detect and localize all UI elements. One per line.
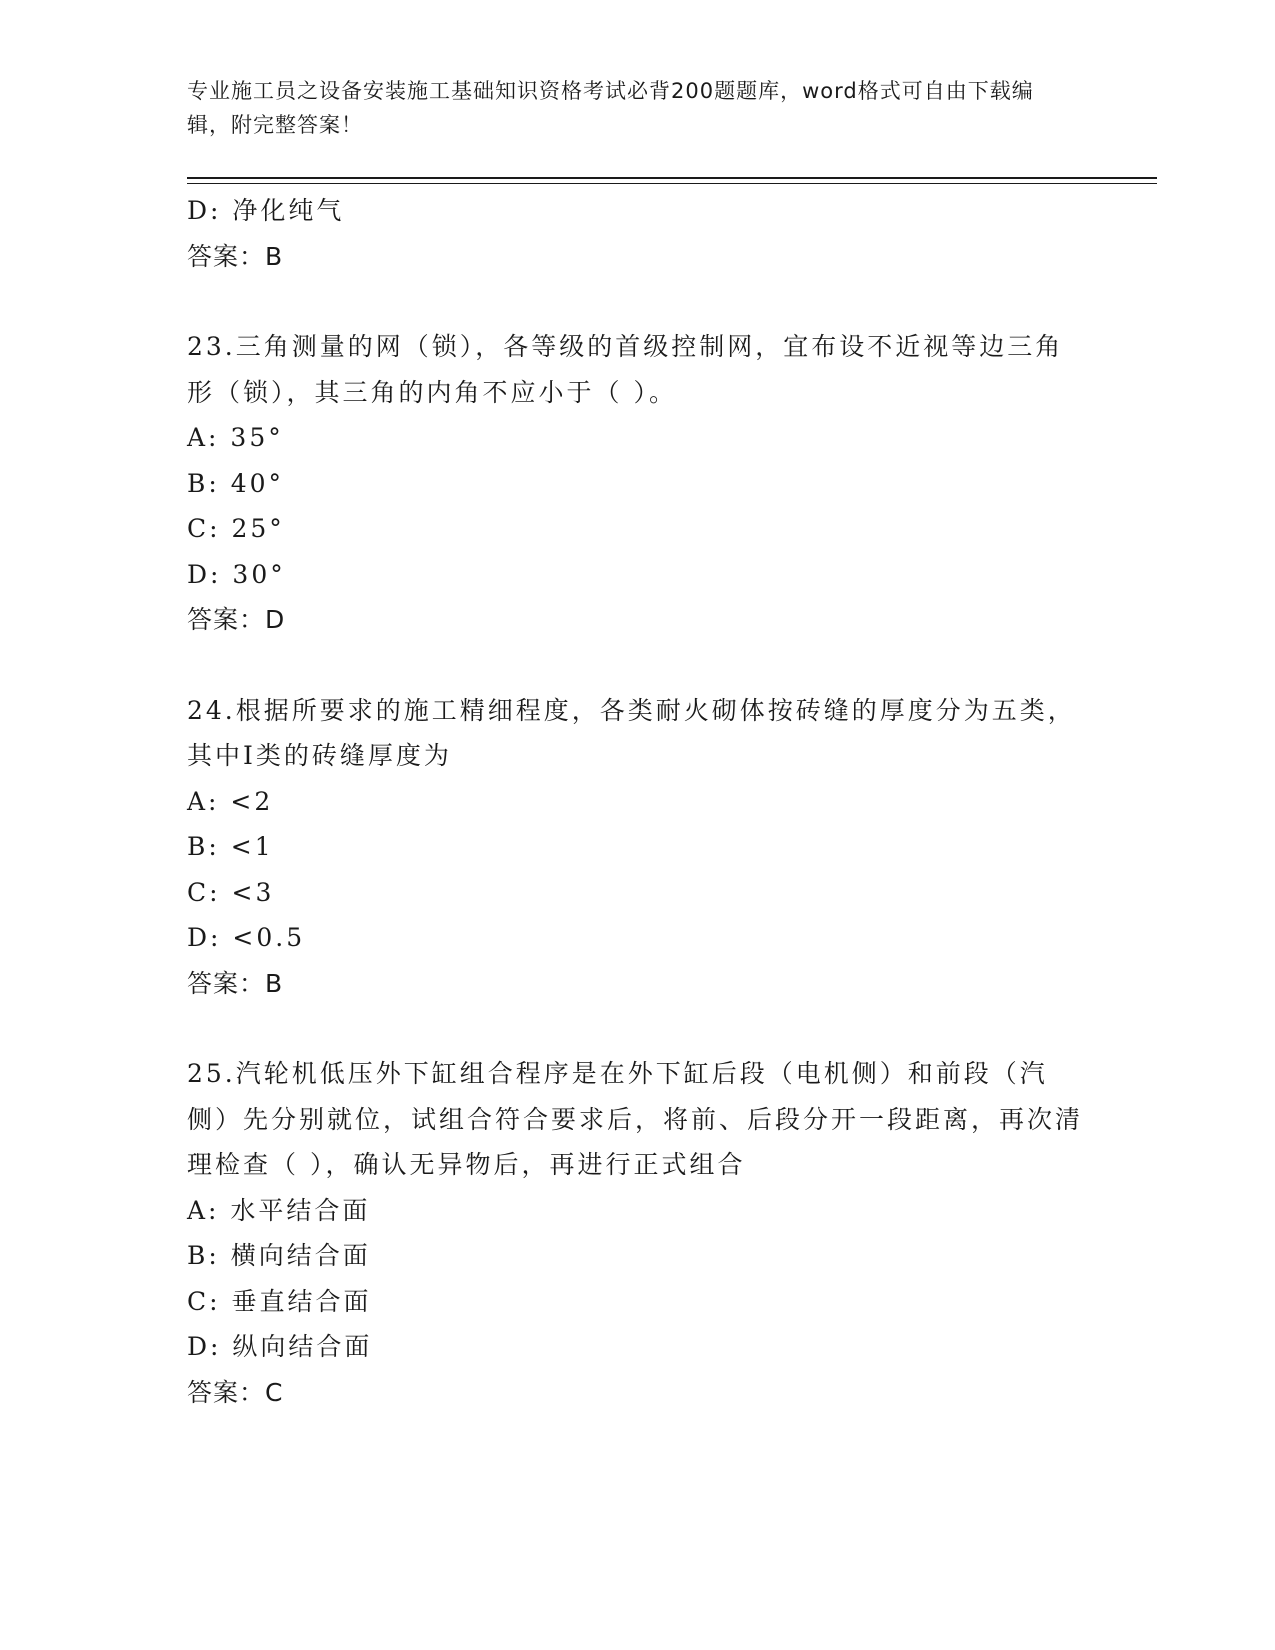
option-b: B: 横向结合面: [187, 1241, 371, 1270]
header-divider-thin: [187, 183, 1157, 184]
carryover-option-d: D: 净化纯气: [187, 196, 345, 225]
option-b: B: <1: [187, 832, 274, 861]
question-25: [187, 1051, 1087, 1415]
answer: 答案：B: [187, 968, 284, 998]
question-text: 23.三角测量的网（锁），各等级的首级控制网，宜布设不近视等边三角形（锁），其三角的内角不应小于（ ）。: [187, 332, 1064, 407]
option-c: C: 垂直结合面: [187, 1286, 372, 1316]
question-text: 25.汽轮机低压外下缸组合程序是在外下缸后段（电机侧）和前段（汽侧）先分别就位，试组合符合要求后，将前、后段分开一段距离，再次清理检查（ ），确认无异物后，再进行正式组合: [187, 1059, 1084, 1179]
question-24: [187, 688, 1087, 1007]
header-divider-thick: [187, 177, 1157, 179]
option-d: D: <0.5: [187, 923, 306, 952]
option-d: D: 纵向结合面: [187, 1332, 373, 1361]
option-d: D: 30°: [187, 559, 286, 589]
option-c: C: 25°: [187, 514, 285, 543]
carryover-answer: 答案：B: [187, 241, 284, 271]
option-a: A: 水平结合面: [187, 1195, 371, 1225]
option-a: A: <2: [187, 786, 274, 816]
question-content: [187, 188, 1087, 1415]
option-c: C: <3: [187, 877, 275, 907]
page-header: 专业施工员之设备安装施工基础知识资格考试必背200题题库，word格式可自由下载编辑，附完整答案！: [187, 79, 1034, 137]
question-text: 24.根据所要求的施工精细程度，各类耐火砌体按砖缝的厚度分为五类，其中Ⅰ类的砖缝厚度为: [187, 695, 1076, 770]
option-a: A: 35°: [187, 423, 284, 452]
option-b: B: 40°: [187, 468, 285, 498]
answer: 答案：C: [187, 1377, 284, 1407]
answer: 答案：D: [187, 605, 286, 634]
question-23: [187, 324, 1087, 643]
